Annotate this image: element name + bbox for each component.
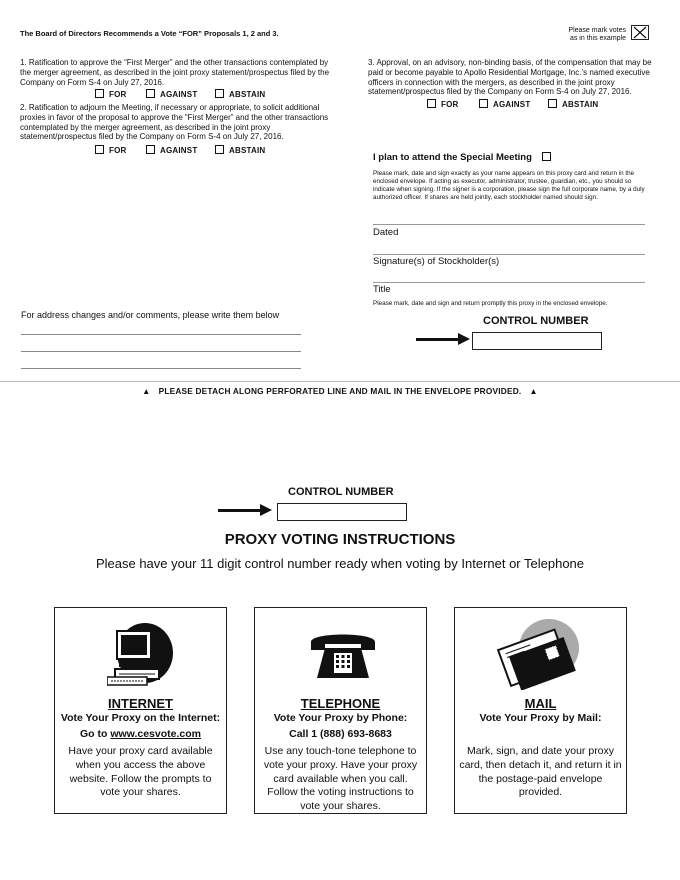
checkbox[interactable] (215, 145, 224, 154)
triangle-up-icon: ▲ (529, 386, 538, 396)
x-mark-icon (632, 26, 648, 39)
proposal-3-abstain[interactable]: ABSTAIN (548, 99, 598, 109)
dated-line[interactable] (373, 224, 645, 225)
address-line[interactable] (21, 334, 301, 335)
checkbox[interactable] (95, 145, 104, 154)
checkbox[interactable] (146, 145, 155, 154)
telephone-subtitle: Vote Your Proxy by Phone: (273, 712, 408, 724)
return-note: Please mark, date and sign and return promptly this proxy in the enclosed envelope. (373, 300, 608, 307)
attend-meeting[interactable]: I plan to attend the Special Meeting (373, 152, 556, 163)
computer-icon (107, 621, 179, 689)
instructions-control-number-label: CONTROL NUMBER (288, 486, 394, 498)
proposal-2-abstain[interactable]: ABSTAIN (215, 145, 265, 155)
proposal-2-for[interactable]: FOR (95, 145, 127, 155)
address-changes-label: For address changes and/or comments, please write them below (21, 310, 280, 320)
title-line[interactable] (373, 282, 645, 283)
sign-instructions: Please mark, date and sign exactly as your name appears on this proxy card and return in the enclosed envelope. If acting as executor, administrator, trustee, guardian, etc., you should so indicate when signing. If the signer is a corporation, please sign the full corporate name, by a duly authorized officer. If shares are held jointly, each stockholder named should sign. (373, 170, 645, 201)
attend-checkbox[interactable] (542, 152, 551, 161)
proposal-3-text: 3. Approval, on an advisory, non-binding basis, of the compensation that may be paid or become payable to Apollo Residential Mortgage, Inc.’s named executive officers in connection with the mergers, as described in the joint proxy statement/prospectus filed by the Company on Form S-4 on July 27, 2016. (368, 58, 652, 97)
checkbox[interactable] (215, 89, 224, 98)
mark-votes-note: Please mark votes as in this example (568, 27, 626, 42)
internet-action: Go to www.cesvote.com (80, 728, 201, 740)
address-line[interactable] (21, 351, 301, 352)
telephone-title: TELEPHONE (300, 696, 381, 711)
envelope-icon (495, 618, 585, 690)
proposal-3-for[interactable]: FOR (427, 99, 459, 109)
title-label: Title (373, 284, 391, 295)
checkbox[interactable] (146, 89, 155, 98)
checkbox[interactable] (427, 99, 436, 108)
arrow-icon (416, 338, 460, 341)
internet-panel[interactable] (54, 607, 227, 814)
mail-description: Mark, sign, and date your proxy card, then detach it, and return it in the postage-paid envelope provided. (459, 745, 622, 799)
checkbox[interactable] (548, 99, 557, 108)
mail-subtitle: Vote Your Proxy by Mail: (479, 712, 602, 724)
perforated-line (0, 381, 680, 382)
detach-instruction: ▲ PLEASE DETACH ALONG PERFORATED LINE AND MAIL IN THE ENVELOPE PROVIDED. ▲ (142, 386, 538, 396)
proxy-voting-title: PROXY VOTING INSTRUCTIONS (224, 531, 456, 548)
signature-line[interactable] (373, 254, 645, 255)
telephone-panel[interactable] (254, 607, 427, 814)
internet-description: Have your proxy card available when you access the above website. Follow the prompts to vote your shares. (68, 745, 213, 799)
proposal-1-for[interactable]: FOR (95, 89, 127, 99)
instructions-control-number-box[interactable] (277, 503, 407, 521)
signature-label: Signature(s) of Stockholder(s) (373, 256, 500, 267)
telephone-icon (307, 628, 379, 684)
proposal-3-against[interactable]: AGAINST (479, 99, 530, 109)
dated-label: Dated (373, 227, 399, 238)
mail-title: MAIL (524, 696, 557, 711)
mail-panel[interactable] (454, 607, 627, 814)
example-mark-box (631, 25, 649, 40)
proxy-voting-subtitle: Please have your 11 digit control number ready when voting by Internet or Telephone (95, 556, 585, 571)
proposal-2-text: 2. Ratification to adjourn the Meeting, if necessary or appropriate, to solicit additional proxies in favor of the proposal to approve the “First Merger” and the other transactions contemplated by the merger agreement, as described in the joint proxy statement/prospectus filed by the Company on Form S-4 on July 27, 2016. (20, 103, 329, 142)
control-number-box[interactable] (472, 332, 602, 350)
arrow-icon (218, 509, 262, 512)
arrow-head-icon (260, 504, 272, 516)
telephone-action: Call 1 (888) 693-8683 (289, 728, 392, 740)
internet-title: INTERNET (108, 696, 173, 711)
proposal-2-against[interactable]: AGAINST (146, 145, 197, 155)
control-number-label: CONTROL NUMBER (483, 315, 589, 327)
address-line[interactable] (21, 368, 301, 369)
triangle-up-icon: ▲ (142, 386, 151, 396)
checkbox[interactable] (479, 99, 488, 108)
telephone-description: Use any touch-tone telephone to vote your proxy. Have your proxy card available when you call. Follow the voting instructions to vote your shares. (263, 745, 418, 813)
proposal-1-text: 1. Ratification to approve the “First Merger” and the other transactions contemplated by the merger agreement, as described in the joint proxy statement/prospectus filed by the Company on Form S-4 on July 27, 2016. (20, 58, 330, 87)
proposal-1-against[interactable]: AGAINST (146, 89, 197, 99)
arrow-head-icon (458, 333, 470, 345)
website-link[interactable]: www.cesvote.com (110, 728, 201, 740)
proposal-1-abstain[interactable]: ABSTAIN (215, 89, 265, 99)
checkbox[interactable] (95, 89, 104, 98)
internet-subtitle: Vote Your Proxy on the Internet: (60, 712, 221, 724)
board-recommendation: The Board of Directors Recommends a Vote “FOR” Proposals 1, 2 and 3. (20, 29, 279, 38)
